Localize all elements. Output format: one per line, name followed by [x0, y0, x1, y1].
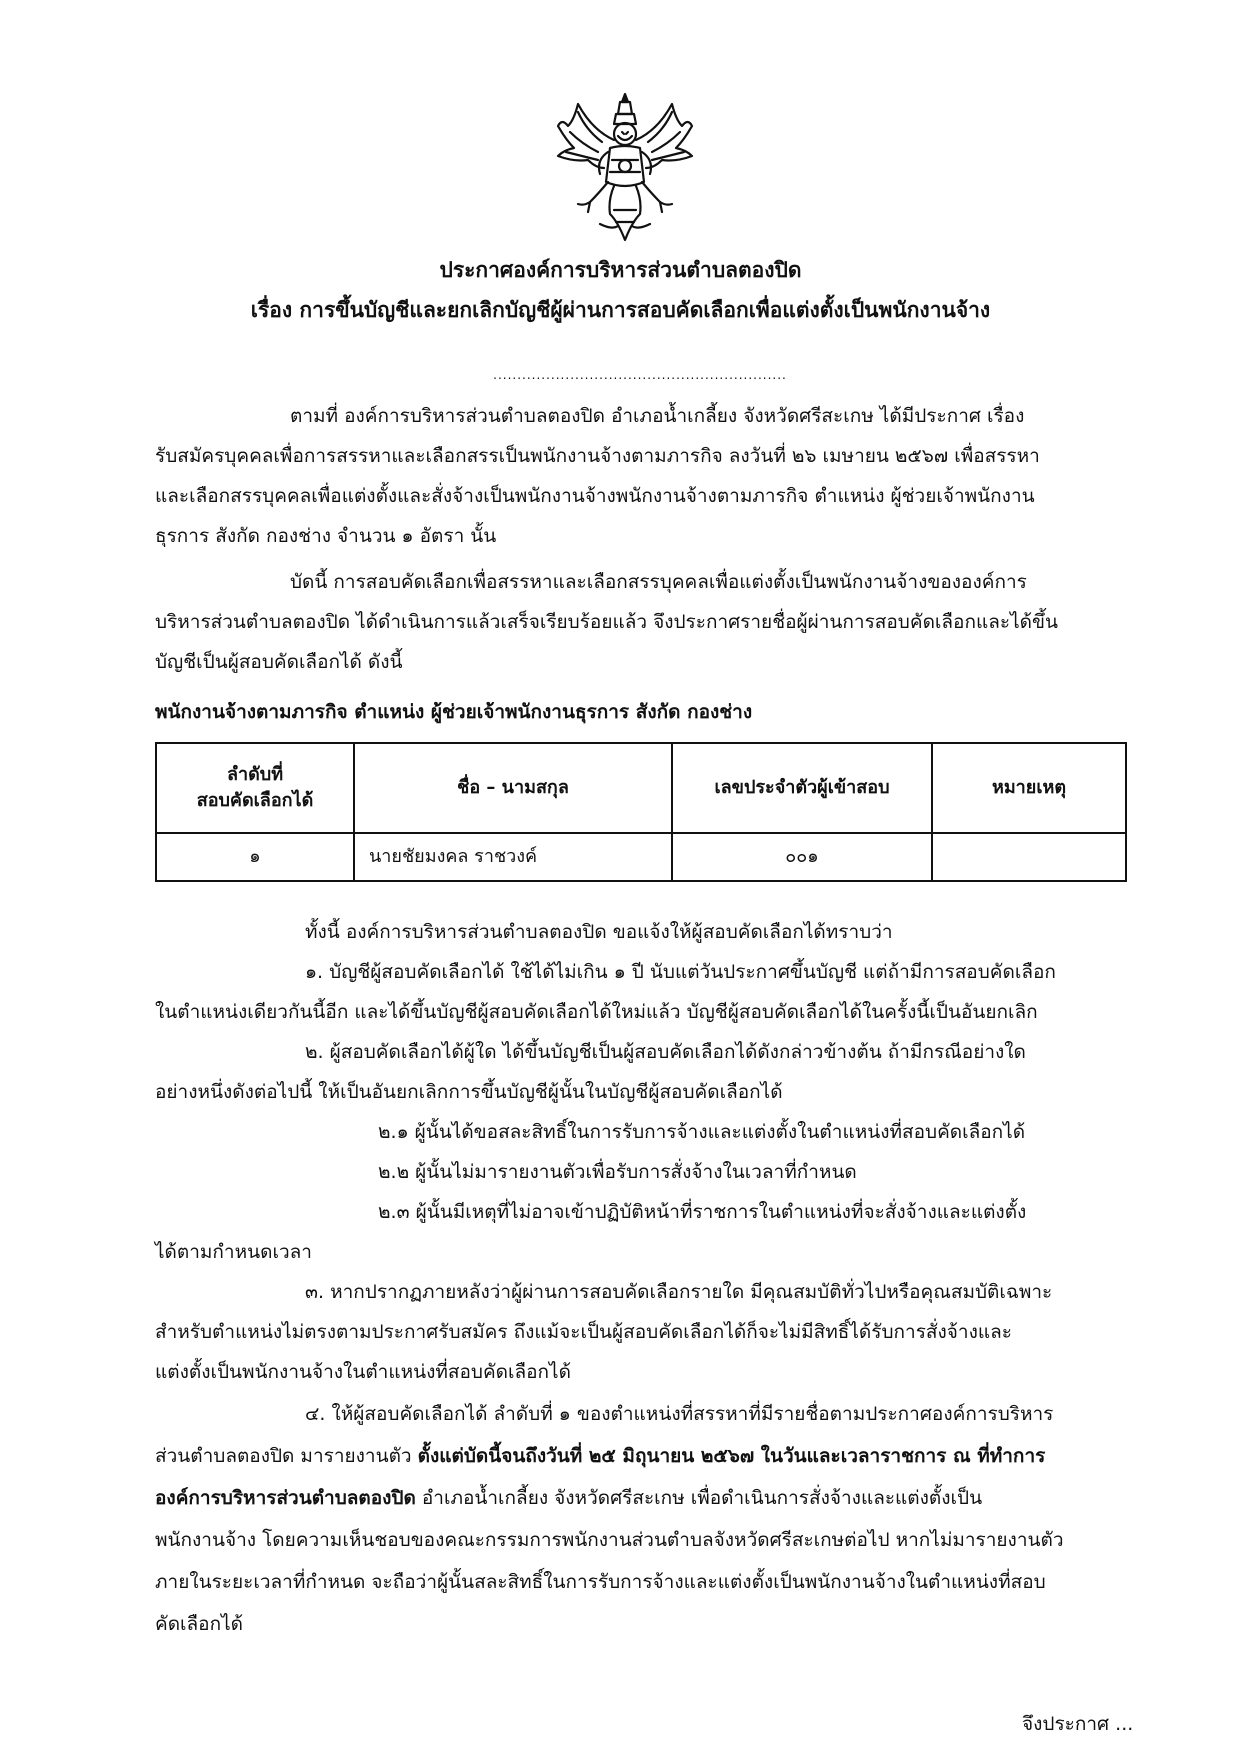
document-subject: เรื่อง การขึ้นบัญชีและยกเลิกบัญชีผู้ผ่านการสอบคัดเลือกเพื่อแต่งตั้งเป็นพนักงานจ้าง	[250, 298, 991, 322]
paragraph-1-line-4: ธุรการ สังกัด กองช่าง จำนวน ๑ อัตรา นั้น	[155, 525, 497, 547]
notice-intro: ทั้งนี้ องค์การบริหารส่วนตำบลตองปิด ขอแจ้งให้ผู้สอบคัดเลือกได้ทราบว่า	[305, 921, 893, 943]
document-title: ประกาศองค์การบริหารส่วนตำบลตองปิด	[439, 258, 802, 282]
item-3-line-1: ๓. หากปรากฏภายหลังว่าผู้ผ่านการสอบคัดเลือกรายใด มีคุณสมบัติทั่วไปหรือคุณสมบัติเฉพาะ	[305, 1281, 1053, 1303]
page-continuation: จึงประกาศ ...	[1022, 1713, 1134, 1735]
item-2-3-line-2: ได้ตามกำหนดเวลา	[155, 1241, 312, 1263]
item-4-office: องค์การบริหารส่วนตำบลตองปิด	[155, 1487, 416, 1509]
position-heading: พนักงานจ้างตามภารกิจ ตำแหน่ง ผู้ช่วยเจ้าพนักงานธุรการ สังกัด กองช่าง	[155, 701, 753, 723]
item-4-line-6: คัดเลือกได้	[155, 1613, 243, 1635]
item-2-line-2: อย่างหนึ่งดังต่อไปนี้ ให้เป็นอันยกเลิกการขึ้นบัญชีผู้นั้นในบัญชีผู้สอบคัดเลือกได้	[155, 1081, 783, 1103]
item-4-line-1: ๔. ให้ผู้สอบคัดเลือกได้ ลำดับที่ ๑ ของตำแหน่งที่สรรหาที่มีรายชื่อตามประกาศองค์การบริหาร	[305, 1403, 1054, 1425]
item-4-line-5: ภายในระยะเวลาที่กำหนด จะถือว่าผู้นั้นสละสิทธิ์ในการรับการจ้างและแต่งตั้งเป็นพนักงานจ้างในตำแหน่งที่สอบ	[155, 1571, 1046, 1593]
item-2-3-line-1: ๒.๓ ผู้นั้นมีเหตุที่ไม่อาจเข้าปฏิบัติหน้าที่ราชการในตำแหน่งที่จะสั่งจ้างและแต่งตั้ง	[378, 1201, 1027, 1223]
item-2-2: ๒.๒ ผู้นั้นไม่มารายงานตัวเพื่อรับการสั่งจ้างในเวลาที่กำหนด	[378, 1161, 857, 1183]
column-header-exam-id: เลขประจำตัวผู้เข้าสอบ	[672, 743, 932, 833]
paragraph-2-line-2: บริหารส่วนตำบลตองปิด ได้ดำเนินการแล้วเสร็จเรียบร้อยแล้ว จึงประกาศรายชื่อผู้ผ่านการสอบคัดเลือกและได้ขึ้น	[155, 611, 1058, 633]
paragraph-2-line-3: บัญชีเป็นผู้สอบคัดเลือกได้ ดังนี้	[155, 651, 403, 673]
column-header-remark: หมายเหตุ	[932, 743, 1126, 833]
cell-remark	[932, 833, 1126, 881]
cell-rank: ๑	[156, 833, 354, 881]
separator: .............................................................	[493, 368, 787, 382]
paragraph-1-line-2: รับสมัครบุคคลเพื่อการสรรหาและเลือกสรรเป็นพนักงานจ้างตามภารกิจ ลงวันที่ ๒๖ เมษายน ๒๕๖๗ เพื่อสรรหา	[155, 445, 1040, 467]
garuda-emblem-icon	[548, 90, 702, 244]
item-4-line-3-text: อำเภอน้ำเกลี้ยง จังหวัดศรีสะเกษ เพื่อดำเนินการสั่งจ้างและแต่งตั้งเป็น	[415, 1487, 983, 1509]
item-3-line-2: สำหรับตำแหน่งไม่ตรงตามประกาศรับสมัคร ถึงแม้จะเป็นผู้สอบคัดเลือกได้ก็จะไม่มีสิทธิ์ได้รับการสั่งจ้างและ	[155, 1321, 1012, 1343]
item-4-deadline: ตั้งแต่บัดนี้จนถึงวันที่ ๒๕ มิถุนายน ๒๕๖๗ ในวันและเวลาราชการ ณ ที่ทำการ	[417, 1445, 1046, 1467]
item-4-line-3	[155, 1484, 982, 1512]
item-4-line-4: พนักงานจ้าง โดยความเห็นชอบของคณะกรรมการพนักงานส่วนตำบลจังหวัดศรีสะเกษต่อไป หากไม่มารายงานตัว	[155, 1529, 1064, 1551]
item-2-line-1: ๒. ผู้สอบคัดเลือกได้ผู้ใด ได้ขึ้นบัญชีเป็นผู้สอบคัดเลือกได้ดังกล่าวข้างต้น ถ้ามีกรณีอย่างใด	[305, 1041, 1026, 1063]
item-1-line-1: ๑. บัญชีผู้สอบคัดเลือกได้ ใช้ได้ไม่เกิน ๑ ปี นับแต่วันประกาศขึ้นบัญชี แต่ถ้ามีการสอบคัดเลือก	[305, 961, 1056, 983]
item-3-line-3: แต่งตั้งเป็นพนักงานจ้างในตำแหน่งที่สอบคัดเลือกได้	[155, 1361, 571, 1383]
paragraph-1-line-1: ตามที่ องค์การบริหารส่วนตำบลตองปิด อำเภอน้ำเกลี้ยง จังหวัดศรีสะเกษ ได้มีประกาศ เรื่อง	[290, 405, 1025, 427]
item-2-1: ๒.๑ ผู้นั้นได้ขอสละสิทธิ์ในการรับการจ้างและแต่งตั้งในตำแหน่งที่สอบคัดเลือกได้	[378, 1121, 1026, 1143]
paragraph-2-line-1: บัดนี้ การสอบคัดเลือกเพื่อสรรหาและเลือกสรรบุคคลเพื่อแต่งตั้งเป็นพนักงานจ้างขององค์การ	[290, 571, 1027, 593]
column-header-rank: ลำดับที่ สอบคัดเลือกได้	[156, 743, 354, 833]
cell-name: นายชัยมงคล ราชวงค์	[354, 833, 672, 881]
item-1-line-2: ในตำแหน่งเดียวกันนี้อีก และได้ขึ้นบัญชีผู้สอบคัดเลือกได้ใหม่แล้ว บัญชีผู้สอบคัดเลือกได้ในครั้งนี้เป็นอันยกเลิก	[155, 1001, 1038, 1023]
paragraph-1-line-3: และเลือกสรรบุคคลเพื่อแต่งตั้งและสั่งจ้างเป็นพนักงานจ้างพนักงานจ้างตามภารกิจ ตำแหน่ง ผู้ช่วยเจ้าพนักงาน	[155, 485, 1035, 507]
item-4-line-2	[155, 1442, 1045, 1470]
cell-exam-id: ๐๐๑	[672, 833, 932, 881]
table-row	[156, 833, 1126, 881]
table-header-row	[156, 743, 1126, 833]
column-header-name: ชื่อ – นามสกุล	[354, 743, 672, 833]
results-table	[155, 742, 1127, 882]
item-4-line-2-text: ส่วนตำบลตองปิด มารายงานตัว	[155, 1445, 418, 1467]
